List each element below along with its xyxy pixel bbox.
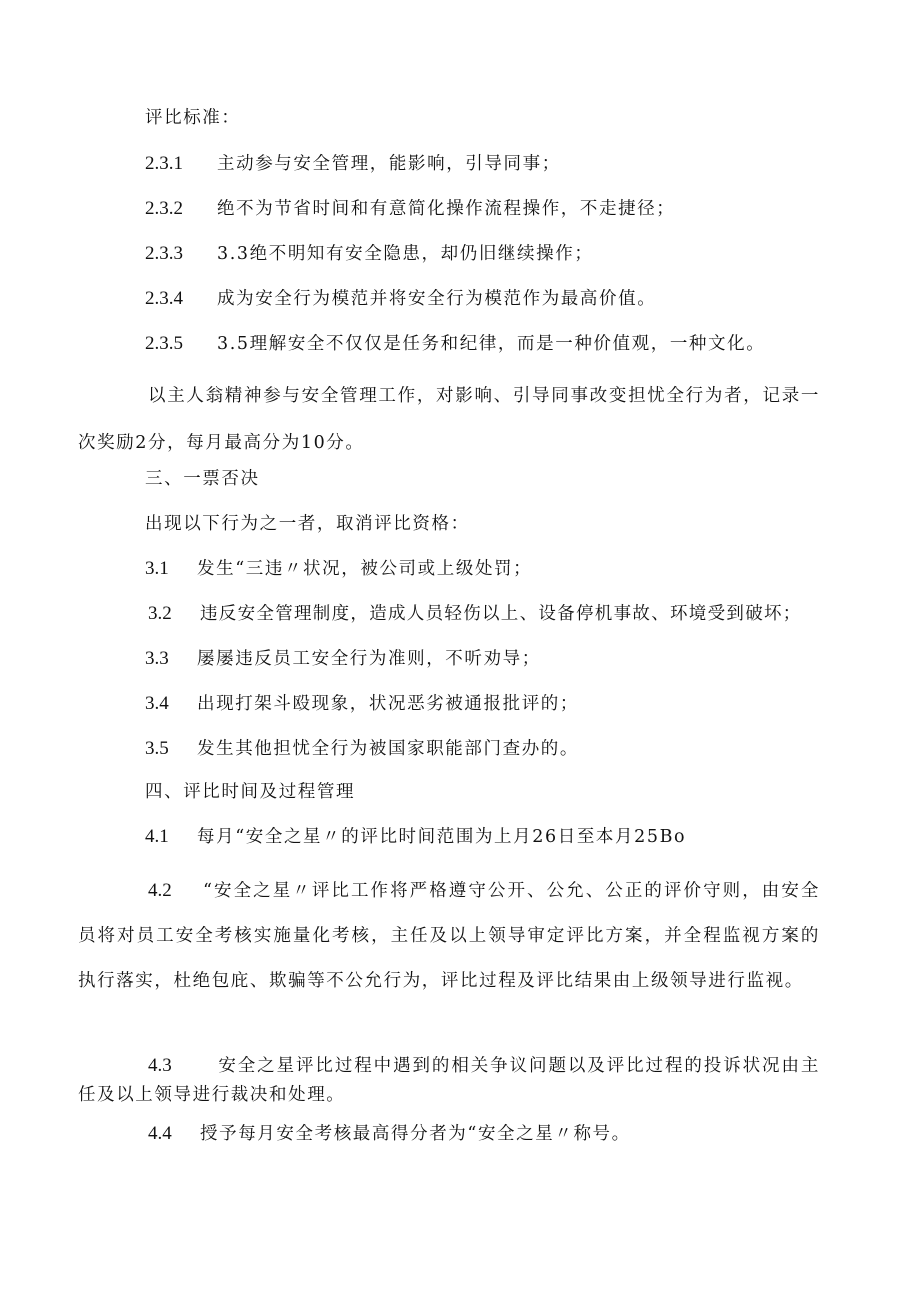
criteria-text: 3.3绝不明知有安全隐患，却仍旧继续操作； [217, 244, 594, 264]
process-text: “安全之星〃评比工作将严格遵守公开、公允、公正的评价守则，由安全员将对员工安全考核实施量化考核，主任及以上领导审定评比方案，并全程监视方案的执行落实，杜绝包庇、欺骗等不公允行为，评比过程及评比结果由上级领导进行监视。 [78, 881, 820, 991]
veto-item [145, 691, 579, 717]
veto-text: 屡屡违反员工安全行为准则，不听劝导； [197, 649, 541, 669]
criteria-text: 3.5理解安全不仅仅是任务和纪律，而是一种价值观，一种文化。 [217, 334, 766, 354]
criteria-number: 2.3.5 [145, 333, 183, 354]
reward-paragraph: 以主人翁精神参与安全管理工作，对影响、引导同事改变担忧全行为者，记录一次奖励2分，每月最高分为10分。 [78, 386, 820, 453]
veto-item [145, 556, 532, 582]
criteria-text: 主动参与安全管理，能影响，引导同事； [217, 154, 561, 174]
criteria-item [145, 151, 561, 177]
veto-item [148, 601, 802, 627]
process-text: 每月“安全之星〃的评比时间范围为上月26日至本月25Bo [197, 827, 687, 847]
process-text: 授予每月安全考核最高得分者为“安全之星〃称号。 [200, 1124, 631, 1144]
criteria-text: 成为安全行为模范并将安全行为模范作为最高价值。 [217, 289, 657, 309]
criteria-number: 2.3.4 [145, 288, 183, 309]
process-item-4-2 [78, 868, 820, 1004]
process-item-4-4 [148, 1121, 631, 1147]
criteria-item [145, 196, 675, 222]
process-item-4-1 [145, 824, 686, 850]
section-3-intro: 出现以下行为之一者，取消评比资格： [145, 514, 470, 534]
veto-number: 3.2 [148, 603, 172, 624]
criteria-heading: 评比标准： [145, 108, 241, 128]
criteria-text: 绝不为节省时间和有意简化操作流程操作，不走捷径； [217, 199, 676, 219]
process-number: 4.4 [148, 1123, 172, 1144]
veto-number: 3.1 [145, 558, 169, 579]
veto-number: 3.3 [145, 648, 169, 669]
process-number: 4.3 [148, 1055, 172, 1076]
criteria-number: 2.3.1 [145, 153, 183, 174]
veto-number: 3.4 [145, 693, 169, 714]
criteria-item [145, 286, 656, 312]
veto-text: 发生“三违〃状况，被公司或上级处罚； [197, 559, 533, 579]
section-3-title: 三、一票否决 [145, 469, 260, 489]
criteria-item [145, 241, 593, 267]
veto-item [145, 646, 541, 672]
criteria-number: 2.3.2 [145, 198, 183, 219]
veto-number: 3.5 [145, 738, 169, 759]
veto-item [145, 736, 579, 762]
veto-text: 出现打架斗殴现象，状况恶劣被通报批评的； [197, 694, 579, 714]
veto-text: 发生其他担忧全行为被国家职能部门查办的。 [197, 739, 579, 759]
criteria-item [145, 331, 765, 357]
section-4-title: 四、评比时间及过程管理 [145, 782, 356, 802]
process-number: 4.1 [145, 826, 169, 847]
process-item-4-3 [78, 1051, 820, 1110]
criteria-number: 2.3.3 [145, 243, 183, 264]
veto-text: 违反安全管理制度，造成人员轻伤以上、设备停机事故、环境受到破坏； [200, 604, 802, 624]
process-text: 安全之星评比过程中遇到的相关争议问题以及评比过程的投诉状况由主任及以上领导进行裁决和处理。 [78, 1056, 820, 1105]
process-number: 4.2 [148, 880, 172, 901]
